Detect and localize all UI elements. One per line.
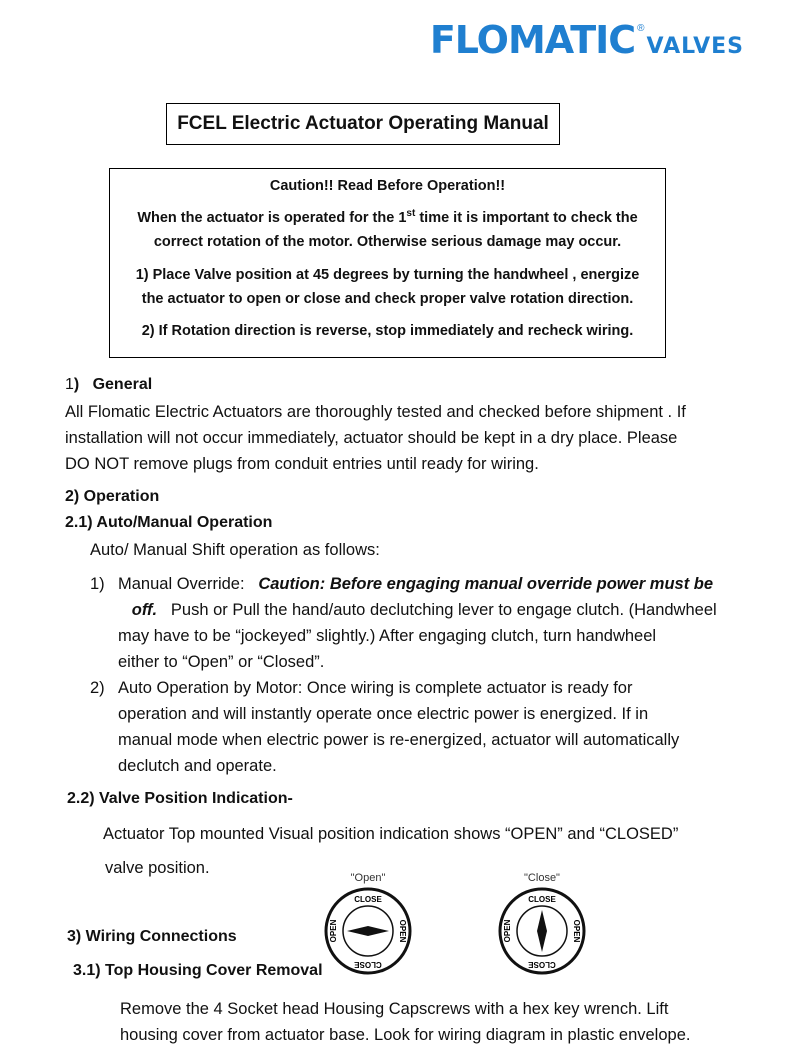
item-1-line-4: either to “Open” or “Closed”.: [118, 653, 325, 671]
item-1-line-3: may have to be “jockeyed” slightly.) After engaging clutch, turn handwheel: [118, 627, 657, 645]
logo-brand: FLOMATIC: [429, 18, 636, 62]
item-1-caution: Caution: Before engaging manual override power must be: [258, 575, 714, 593]
item-1-caution-end: off.: [131, 601, 158, 619]
item-2-auto-operation: [118, 675, 738, 779]
item-1-line-1: [118, 571, 738, 597]
wiring-heading: 3) Wiring Connections: [67, 928, 237, 945]
cover-removal-line-2: housing cover from actuator base. Look for wiring diagram in plastic envelope.: [120, 1026, 691, 1044]
caution-line-1-sup: st: [406, 208, 416, 220]
caution-line-1-pre: When the actuator is operated for the 1: [137, 210, 407, 226]
caution-line-5: 2) If Rotation direction is reverse, stop immediately and recheck wiring.: [141, 323, 634, 339]
item-2-line-4: declutch and operate.: [118, 757, 277, 775]
caution-line-1: [110, 206, 665, 230]
close-dial-top-label: CLOSE: [528, 895, 556, 904]
caution-line-4: the actuator to open or close and check proper valve rotation direction.: [141, 291, 634, 307]
general-heading: [65, 376, 152, 394]
general-number: 1: [65, 376, 74, 393]
caution-line-2: correct rotation of the motor. Otherwise serious damage may occur.: [153, 234, 622, 250]
close-dial-left-label: OPEN: [503, 919, 512, 943]
logo-suffix: VALVES: [646, 34, 744, 59]
auto-manual-intro: Auto/ Manual Shift operation as follows:: [90, 541, 380, 559]
item-2-line-1: Auto Operation by Motor: Once wiring is complete actuator is ready for: [118, 679, 633, 697]
flomatic-logo: [430, 18, 744, 62]
operation-heading: 2) Operation: [65, 488, 160, 505]
open-dial-top-label: CLOSE: [354, 895, 382, 904]
item-2-number: 2): [90, 679, 105, 697]
general-heading-text: ) General: [73, 376, 153, 393]
item-2-line-2: operation and will instantly operate once electric power is energized. If in: [118, 705, 649, 723]
valve-position-line-2: valve position.: [105, 859, 210, 877]
open-dial-right-label: OPEN: [398, 919, 407, 943]
close-dial-bottom-label: CLOSE: [528, 960, 556, 969]
general-line-3: DO NOT remove plugs from conduit entries until ready for wiring.: [65, 455, 539, 473]
close-indicator-dial-icon: [497, 886, 587, 976]
open-dial-bottom-label: CLOSE: [354, 960, 382, 969]
logo-registered-mark: ®: [637, 23, 645, 34]
general-line-1: All Flomatic Electric Actuators are thoroughly tested and checked before shipment . If: [65, 403, 686, 421]
item-1-manual-override: [118, 571, 738, 675]
general-line-2: installation will not occur immediately, actuator should be kept in a dry place. Please: [65, 429, 678, 447]
item-1-label: Manual Override:: [118, 575, 245, 593]
cover-removal-heading: 3.1) Top Housing Cover Removal: [73, 962, 323, 979]
general-paragraph: [65, 399, 765, 477]
item-1-line-2: [118, 597, 738, 623]
caution-heading: Caution!! Read Before Operation!!: [269, 178, 506, 194]
open-dial-left-label: OPEN: [329, 919, 338, 943]
open-caption: "Open": [350, 872, 386, 884]
item-1-rest-1: Push or Pull the hand/auto declutching lever to engage clutch. (Handwheel: [170, 601, 717, 619]
close-caption: "Close": [524, 872, 560, 884]
caution-box: [109, 168, 666, 358]
valve-position-line-1: Actuator Top mounted Visual position indication shows “OPEN” and “CLOSED”: [103, 825, 679, 843]
item-1-number: 1): [90, 575, 105, 593]
valve-position-heading: 2.2) Valve Position Indication-: [67, 790, 293, 807]
caution-line-1-post: time it is important to check the: [415, 210, 638, 226]
caution-line-3: 1) Place Valve position at 45 degrees by turning the handwheel , energize: [135, 267, 640, 283]
close-dial-right-label: OPEN: [572, 919, 581, 943]
open-indicator-dial-icon: [323, 886, 413, 976]
cover-removal-paragraph: [120, 996, 780, 1048]
cover-removal-line-1: Remove the 4 Socket head Housing Capscrews with a hex key wrench. Lift: [120, 1000, 669, 1018]
item-2-line-3: manual mode when electric power is re-energized, actuator will automatically: [118, 731, 680, 749]
auto-manual-heading: 2.1) Auto/Manual Operation: [65, 514, 273, 531]
page-title: FCEL Electric Actuator Operating Manual: [166, 103, 560, 145]
